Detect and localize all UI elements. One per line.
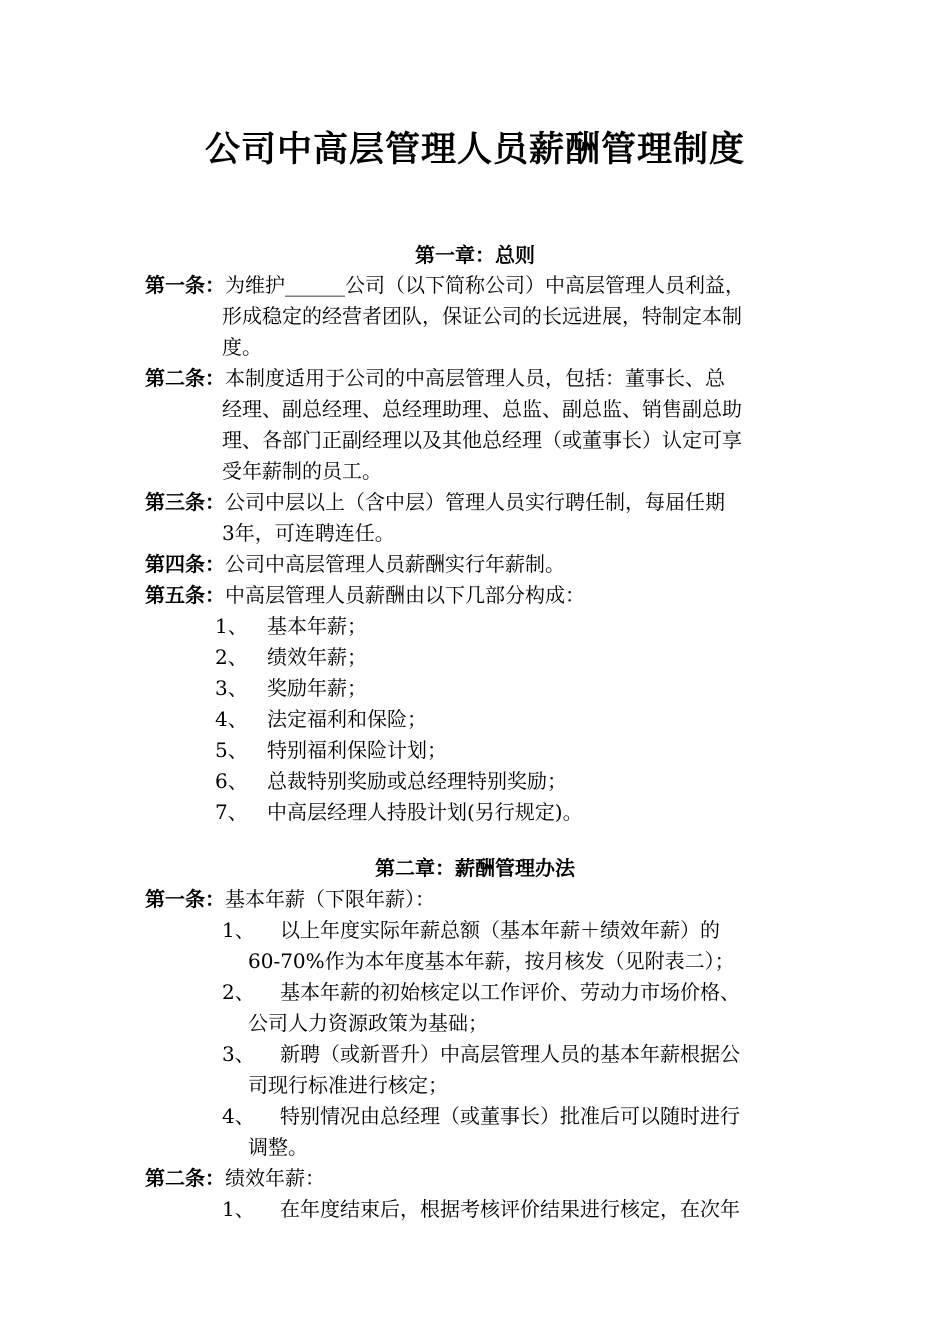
- article-text: 公司中高层管理人员薪酬实行年薪制。: [225, 552, 565, 576]
- article-text: 本制度适用于公司的中高层管理人员，包括：董事长、总: [225, 366, 725, 390]
- list-item-continuation: 60-70%作为本年度基本年薪，按月核发（见附表二）；: [248, 949, 735, 973]
- document-title: 公司中高层管理人员薪酬管理制度: [204, 129, 745, 170]
- article-2-line-3: 理、各部门正副经理以及其他总经理（或董事长）认定可享: [222, 428, 742, 452]
- list-item: [215, 766, 567, 796]
- list-number: 4、: [222, 1104, 255, 1128]
- list-item: [222, 1101, 740, 1131]
- list-item: [222, 977, 740, 1007]
- article-2-line-4: 受年薪制的员工。: [222, 459, 382, 483]
- article-label: 第四条：: [145, 552, 225, 576]
- list-text: 基本年薪的初始核定以工作评价、劳动力市场价格、: [280, 980, 740, 1004]
- article-label: 第二条：: [145, 1166, 225, 1190]
- list-text: 新聘（或新晋升）中高层管理人员的基本年薪根据公: [280, 1042, 740, 1066]
- list-item: [222, 1039, 740, 1069]
- article-text: 公司中层以上（含中层）管理人员实行聘任制，每届任期: [225, 490, 725, 514]
- list-text: 特别情况由总经理（或董事长）批准后可以随时进行: [280, 1104, 740, 1128]
- article-label: 第二条：: [145, 366, 225, 390]
- list-number: 2、: [222, 980, 255, 1004]
- list-item-continuation: 司现行标准进行核定；: [248, 1073, 448, 1097]
- list-item: [215, 735, 447, 765]
- article-text: 中高层管理人员薪酬由以下几部分构成：: [225, 583, 585, 607]
- article-5-line-1: [145, 580, 585, 610]
- list-text: 绩效年薪；: [267, 645, 367, 669]
- article-text: 为维护______公司（以下简称公司）中高层管理人员利益，: [225, 273, 745, 297]
- list-item: [215, 611, 367, 641]
- list-item: [215, 673, 367, 703]
- list-number: 1、: [215, 614, 248, 638]
- list-text: 特别福利保险计划；: [267, 738, 447, 762]
- article-label: 第一条：: [145, 273, 225, 297]
- list-number: 1、: [222, 918, 255, 942]
- list-item: [215, 642, 367, 672]
- list-text: 在年度结束后，根据考核评价结果进行核定，在次年: [280, 1197, 740, 1221]
- list-number: 2、: [215, 645, 248, 669]
- list-number: 5、: [215, 738, 248, 762]
- list-number: 3、: [222, 1042, 255, 1066]
- article-4-line-1: [145, 549, 565, 579]
- chapter-2-article-2-line-1: [145, 1163, 325, 1193]
- list-number: 4、: [215, 707, 248, 731]
- article-1-line-3: 度。: [222, 335, 262, 359]
- list-item: [215, 797, 583, 827]
- list-item-continuation: 公司人力资源政策为基础；: [248, 1011, 488, 1035]
- list-text: 法定福利和保险；: [267, 707, 427, 731]
- list-item: [215, 704, 427, 734]
- chapter-1-heading: 第一章：总则: [415, 243, 535, 267]
- list-text: 基本年薪；: [267, 614, 367, 638]
- article-text: 基本年薪（下限年薪）：: [225, 887, 435, 911]
- list-number: 1、: [222, 1197, 255, 1221]
- article-text: 绩效年薪：: [225, 1166, 325, 1190]
- article-label: 第五条：: [145, 583, 225, 607]
- list-text: 总裁特别奖励或总经理特别奖励；: [267, 769, 567, 793]
- list-item: [222, 1194, 740, 1224]
- article-label: 第一条：: [145, 887, 225, 911]
- article-label: 第三条：: [145, 490, 225, 514]
- list-item-continuation: 调整。: [248, 1135, 308, 1159]
- chapter-2-article-1-line-1: [145, 884, 435, 914]
- article-2-line-1: [145, 363, 725, 393]
- article-2-line-2: 经理、副总经理、总经理助理、总监、副总监、销售副总助: [222, 397, 742, 421]
- list-number: 3、: [215, 676, 248, 700]
- article-3-line-1: [145, 487, 725, 517]
- chapter-2-heading: 第二章：薪酬管理办法: [375, 856, 575, 880]
- article-1-line-2: 形成稳定的经营者团队，保证公司的长远进展，特制定本制: [222, 304, 742, 328]
- list-text: 以上年度实际年薪总额（基本年薪＋绩效年薪）的: [280, 918, 720, 942]
- list-text: 奖励年薪；: [267, 676, 367, 700]
- list-item: [222, 915, 720, 945]
- list-number: 6、: [215, 769, 248, 793]
- list-text: 中高层经理人持股计划(另行规定)。: [267, 800, 583, 824]
- article-1-line-1: [145, 270, 745, 300]
- list-number: 7、: [215, 800, 248, 824]
- article-3-line-2: 3年，可连聘连任。: [222, 521, 395, 545]
